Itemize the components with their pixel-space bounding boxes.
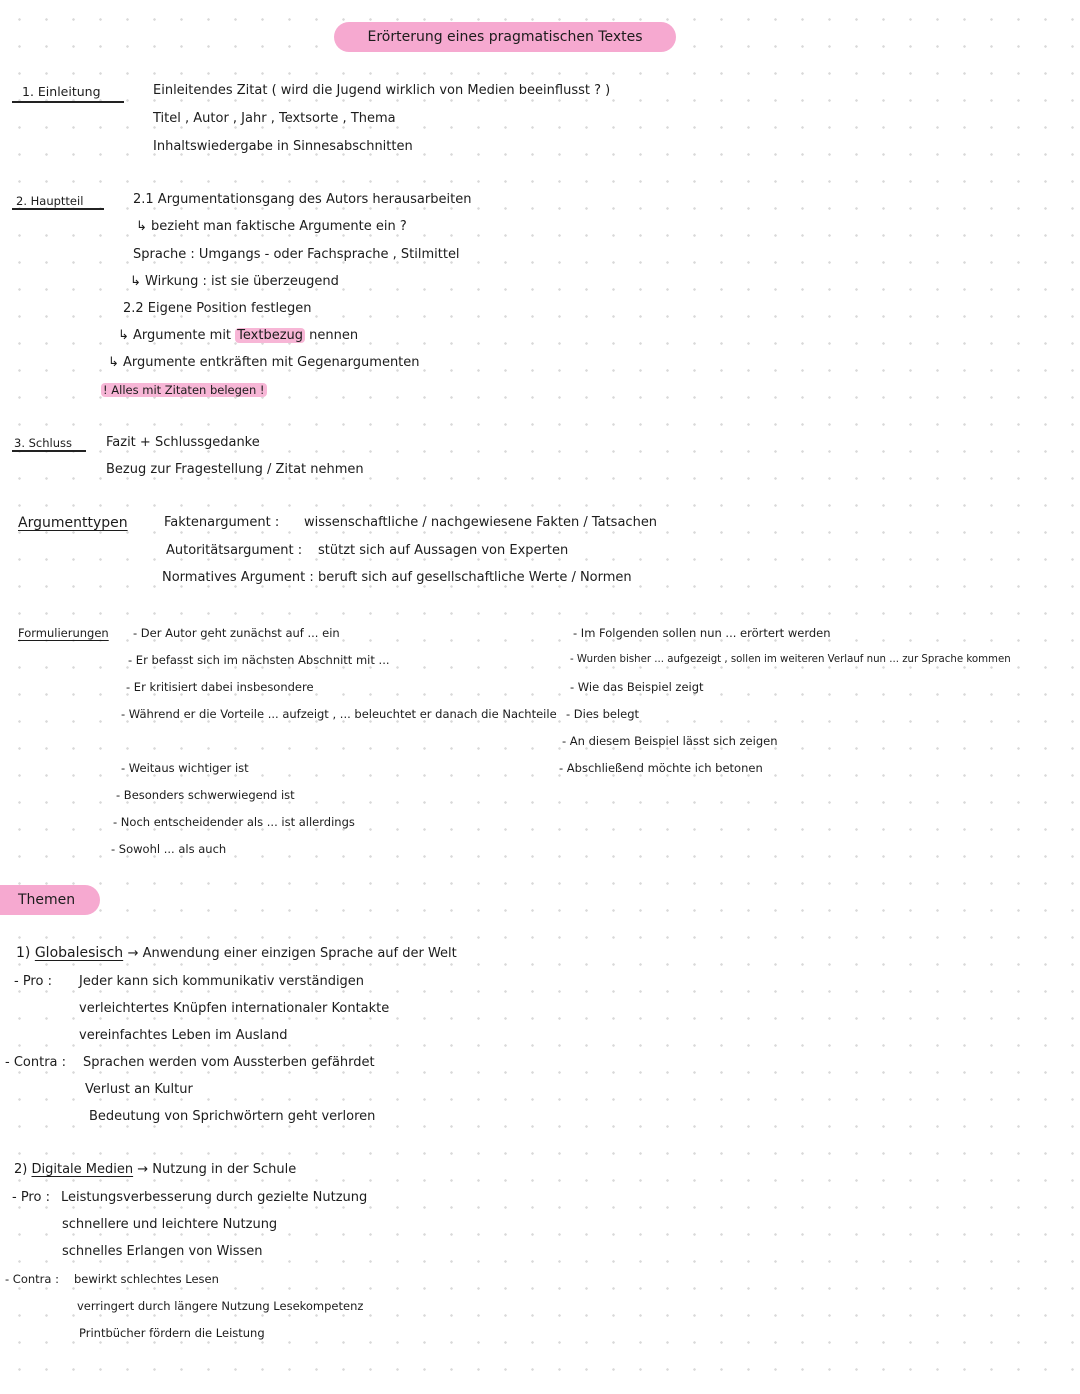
phrase-item: - Der Autor geht zunächst auf ... ein (133, 626, 340, 640)
argtype-name: Autoritätsargument : (166, 543, 303, 558)
phrase-item: - Sowohl ... als auch (111, 842, 227, 856)
hauptteil-line: ↳ bezieht man faktische Argumente ein ? (136, 219, 407, 234)
contra-label: - Contra : (5, 1055, 67, 1070)
topic-desc: → Nutzung in der Schule (137, 1162, 297, 1177)
topic-desc: → Anwendung einer einzigen Sprache auf der Welt (127, 946, 457, 961)
contra-label: - Contra : (5, 1272, 59, 1286)
schluss-line: Bezug zur Fragestellung / Zitat nehmen (106, 462, 364, 477)
hauptteil-line: 2.2 Eigene Position festlegen (123, 301, 312, 316)
pro-label: - Pro : (14, 974, 52, 989)
hauptteil-line: ↳ Argumente entkräften mit Gegenargumenten (108, 355, 420, 370)
section-underline (12, 208, 104, 210)
argtype-desc: wissenschaftliche / nachgewiesene Fakten / Tatsachen (304, 515, 658, 530)
phrase-item: - Er befasst sich im nächsten Abschnitt mit ... (128, 653, 390, 667)
highlight-textbezug: Textbezug (237, 328, 304, 343)
phrase-item: - Er kritisiert dabei insbesondere (126, 680, 314, 694)
argtype-desc: stützt sich auf Aussagen von Experten (318, 543, 569, 558)
phrase-item: - Im Folgenden sollen nun ... erörtert werden (573, 626, 831, 640)
section-heading-einleitung: 1. Einleitung (22, 84, 101, 99)
pro-item: vereinfachtes Leben im Ausland (79, 1028, 288, 1043)
argtype-desc: beruft sich auf gesellschaftliche Werte / Normen (318, 570, 632, 585)
topic-number: 2) (14, 1162, 28, 1177)
section-underline (12, 101, 124, 103)
argtype-name: Normatives Argument : (162, 570, 314, 585)
contra-item: Bedeutung von Sprichwörtern geht verloren (89, 1109, 376, 1124)
hauptteil-text: ↳ Argumente mit (118, 328, 232, 343)
pro-item: Leistungsverbesserung durch gezielte Nutzung (61, 1190, 368, 1205)
phrase-item: - Wurden bisher ... aufgezeigt , sollen im weiteren Verlauf nun ... zur Sprache kommen (570, 654, 1011, 665)
contra-item: bewirkt schlechtes Lesen (74, 1272, 219, 1286)
einleitung-line: Einleitendes Zitat ( wird die Jugend wirklich von Medien beeinflusst ? ) (153, 83, 611, 98)
phrase-item: - Noch entscheidender als ... ist allerdings (113, 815, 355, 829)
hauptteil-text: nennen (309, 328, 359, 343)
phrase-item: - Während er die Vorteile ... aufzeigt , ... beleuchtet er danach die Nachteile (121, 707, 557, 721)
section-heading-argumenttypen: Argumenttypen (18, 515, 128, 531)
topic-heading (14, 1161, 296, 1179)
phrase-item: - An diesem Beispiel lässt sich zeigen (562, 734, 778, 748)
phrase-item: - Weitaus wichtiger ist (121, 761, 249, 775)
pro-item: schnelles Erlangen von Wissen (62, 1244, 263, 1259)
pro-item: Jeder kann sich kommunikativ verständigen (79, 974, 365, 989)
topic-heading (16, 944, 457, 963)
contra-item: verringert durch längere Nutzung Lesekompetenz (77, 1299, 364, 1313)
themen-label: Themen (0, 885, 100, 915)
argtype-name: Faktenargument : (164, 515, 280, 530)
pro-label: - Pro : (12, 1190, 50, 1205)
section-underline (12, 450, 86, 452)
page-title: Erörterung eines pragmatischen Textes (334, 22, 676, 52)
contra-item: Sprachen werden vom Aussterben gefährdet (83, 1055, 375, 1070)
section-heading-schluss: 3. Schluss (14, 436, 73, 450)
einleitung-line: Inhaltswiedergabe in Sinnesabschnitten (153, 139, 413, 154)
pro-item: schnellere und leichtere Nutzung (62, 1217, 278, 1232)
topic-number: 1) (16, 945, 31, 961)
contra-item: Verlust an Kultur (85, 1082, 193, 1097)
phrase-item: - Wie das Beispiel zeigt (570, 680, 704, 694)
contra-item: Printbücher fördern die Leistung (79, 1326, 265, 1340)
schluss-line: Fazit + Schlussgedanke (106, 435, 260, 450)
highlight-note (101, 381, 267, 399)
section-heading-hauptteil: 2. Hauptteil (16, 194, 84, 208)
phrase-item: - Besonders schwerwiegend ist (116, 788, 295, 802)
hauptteil-line: Sprache : Umgangs - oder Fachsprache , Stilmittel (133, 247, 460, 262)
phrase-item: - Dies belegt (566, 707, 640, 721)
topic-name: Globalesisch (34, 945, 124, 961)
phrase-item: - Abschließend möchte ich betonen (559, 761, 763, 775)
hauptteil-line: 2.1 Argumentationsgang des Autors herausarbeiten (133, 192, 472, 207)
hauptteil-line (118, 327, 358, 345)
hauptteil-line: ↳ Wirkung : ist sie überzeugend (130, 274, 339, 289)
einleitung-line: Titel , Autor , Jahr , Textsorte , Thema (153, 111, 396, 126)
note-text: ! Alles mit Zitaten belegen ! (103, 383, 265, 397)
section-heading-formulierungen: Formulierungen (18, 626, 109, 640)
topic-name: Digitale Medien (31, 1162, 134, 1177)
pro-item: verleichtertes Knüpfen internationaler Kontakte (79, 1001, 390, 1016)
